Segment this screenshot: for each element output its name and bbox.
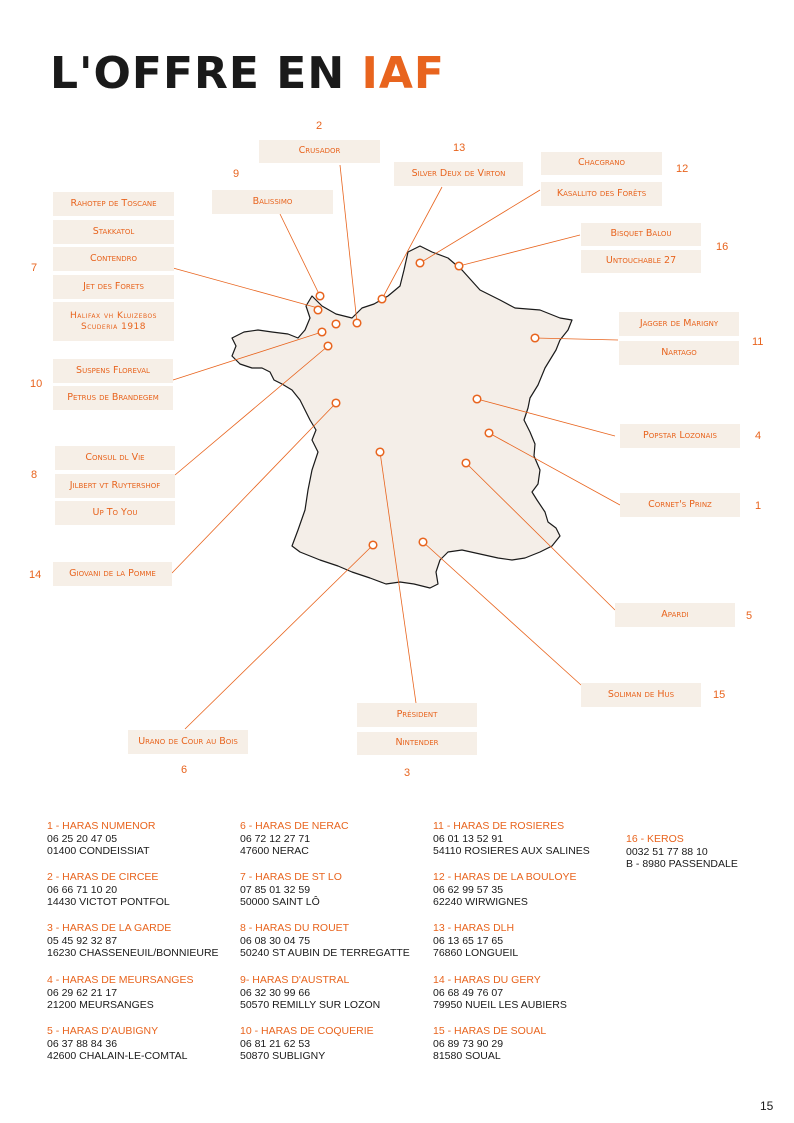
haras-address: 81580 SOUAL: [433, 1050, 501, 1062]
haras-name: 5 - HARAS D'AUBIGNY: [47, 1025, 159, 1037]
marker-jagger: [531, 334, 539, 342]
label-president: Président: [357, 703, 477, 727]
label-silver-deux-de-virton: Silver Deux de Virton: [394, 162, 523, 186]
haras-name: 6 - HARAS DE NERAC: [240, 820, 349, 832]
group-number-11: 11: [752, 336, 764, 348]
marker-popstar: [473, 395, 481, 403]
group-number-7: 7: [31, 262, 38, 274]
haras-entry: [626, 833, 794, 871]
haras-phone: 06 62 99 57 35: [433, 883, 504, 896]
haras-address: 54110 ROSIERES AUX SALINES: [433, 845, 590, 857]
label-kasallito-des-forets: Kasallito des Forêts: [541, 182, 662, 206]
haras-name: 4 - HARAS DE MEURSANGES: [47, 974, 194, 986]
haras-entry: [47, 922, 232, 960]
page-number: 15: [760, 1099, 774, 1113]
marker-halifax: [314, 306, 322, 314]
label-up-to-you: Up To You: [55, 501, 175, 525]
label-nartago: Nartago: [619, 341, 739, 365]
label-jet-des-forets: Jet des Forets: [53, 275, 174, 299]
title-main: L'OFFRE EN: [50, 48, 362, 99]
haras-name: 11 - HARAS DE ROSIERES: [433, 820, 565, 832]
title-accent: IAF: [361, 48, 445, 99]
haras-phone: 06 66 71 10 20: [47, 883, 118, 896]
label-jilbert-vt-ruytershof: Jilbert vt Ruytershof: [55, 474, 175, 498]
haras-entry: [240, 820, 425, 858]
marker-bisquet: [455, 262, 463, 270]
haras-name: 3 - HARAS DE LA GARDE: [47, 922, 172, 934]
group-number-2: 2: [316, 120, 323, 132]
haras-name: 10 - HARAS DE COQUERIE: [240, 1025, 374, 1037]
label-jagger-de-marigny: Jagger de Marigny: [619, 312, 739, 336]
label-soliman-de-hus: Soliman de Hus: [581, 683, 701, 707]
france-outline: [232, 246, 572, 588]
haras-name: 2 - HARAS DE CIRCEE: [47, 871, 159, 883]
marker-chacgrano: [416, 259, 424, 267]
group-number-1: 1: [755, 500, 762, 512]
group-number-13: 13: [453, 142, 466, 154]
haras-name: 15 - HARAS DE SOUAL: [433, 1025, 547, 1037]
haras-address: 21200 MEURSANGES: [47, 999, 154, 1011]
haras-address: 50870 SUBLIGNY: [240, 1050, 326, 1062]
haras-name: 12 - HARAS DE LA BOULOYE: [433, 871, 577, 883]
marker-contendro: [332, 320, 340, 328]
label-crusador: Crusador: [259, 140, 380, 163]
marker-cornets: [485, 429, 493, 437]
haras-address: 01400 CONDEISSIAT: [47, 845, 150, 857]
haras-phone: 06 08 30 04 75: [240, 934, 311, 947]
haras-entry: [47, 974, 232, 1012]
label-bisquet-balou: Bisquet Balou: [581, 223, 701, 246]
marker-balissimo: [316, 292, 324, 300]
haras-phone: 06 13 65 17 65: [433, 934, 504, 947]
marker-soliman: [419, 538, 427, 546]
haras-phone: 06 89 73 90 29: [433, 1037, 504, 1050]
haras-address: 50000 SAINT LÔ: [240, 896, 320, 908]
marker-giovani: [332, 399, 340, 407]
label-giovani-de-la-pomme: Giovani de la Pomme: [53, 562, 172, 586]
label-halifax-line-1: Halifax vh Kluizebos: [70, 311, 157, 322]
haras-phone: 07 85 01 32 59: [240, 883, 311, 896]
haras-address: 50240 ST AUBIN DE TERREGATTE: [240, 947, 410, 959]
label-petrus-de-brandegem: Petrus de Brandegem: [53, 386, 173, 410]
haras-entry: [433, 1025, 618, 1063]
haras-phone: 06 81 21 62 53: [240, 1037, 311, 1050]
label-nintender: Nintender: [357, 732, 477, 755]
haras-entry: [240, 1025, 425, 1063]
haras-entry: [240, 974, 425, 1012]
haras-name: 7 - HARAS DE ST LO: [240, 871, 342, 883]
label-halifax-line-2: Scuderia 1918: [80, 321, 146, 332]
label-balissimo: Balissimo: [212, 190, 333, 214]
group-number-16: 16: [716, 241, 729, 253]
haras-name: 13 - HARAS DLH: [433, 922, 515, 934]
marker-silver: [378, 295, 386, 303]
haras-name: 1 - HARAS NUMENOR: [47, 820, 156, 832]
haras-entry: [240, 922, 425, 960]
haras-entry: [433, 871, 618, 909]
haras-phone: 0032 51 77 88 10: [626, 845, 708, 858]
haras-entry: [433, 974, 618, 1012]
haras-entry: [47, 871, 232, 909]
haras-phone: 06 29 62 21 17: [47, 986, 118, 999]
haras-phone: 06 25 20 47 05: [47, 832, 118, 845]
group-number-4: 4: [755, 430, 762, 442]
group-number-10: 10: [30, 378, 43, 390]
group-number-9: 9: [233, 168, 240, 180]
haras-name: 9- HARAS D'AUSTRAL: [240, 974, 350, 986]
label-chacgrano: Chacgrano: [541, 152, 662, 175]
group-number-3: 3: [404, 767, 411, 779]
label-consul-dl-vie: Consul dl Vie: [55, 446, 175, 470]
group-number-14: 14: [29, 569, 42, 581]
haras-address: 16230 CHASSENEUIL/BONNIEURE: [47, 947, 219, 959]
haras-address: 42600 CHALAIN-LE-COMTAL: [47, 1050, 188, 1062]
group-number-12: 12: [676, 163, 689, 175]
group-number-6: 6: [181, 764, 188, 776]
label-cornets-prinz: Cornet's Prinz: [620, 493, 740, 517]
haras-phone: 05 45 92 32 87: [47, 934, 118, 947]
haras-entry: [240, 871, 425, 909]
marker-president: [376, 448, 384, 456]
haras-phone: 06 37 88 84 36: [47, 1037, 118, 1050]
haras-name: 14 - HARAS DU GERY: [433, 974, 541, 986]
haras-address: 76860 LONGUEIL: [433, 947, 519, 959]
haras-address: 79950 NUEIL LES AUBIERS: [433, 999, 567, 1011]
group-number-5: 5: [746, 610, 753, 622]
haras-name: 16 - KEROS: [626, 833, 684, 845]
group-number-8: 8: [31, 469, 38, 481]
label-urano-de-cour-au-bois: Urano de Cour au Bois: [128, 730, 248, 754]
haras-phone: 06 68 49 76 07: [433, 986, 504, 999]
label-stakkatol: Stakkatol: [53, 220, 174, 244]
marker-apardi: [462, 459, 470, 467]
group-number-15: 15: [713, 689, 726, 701]
label-popstar-lozonais: Popstar Lozonais: [620, 424, 740, 448]
marker-urano: [369, 541, 377, 549]
haras-address: B - 8980 PASSENDALE: [626, 858, 738, 870]
haras-entry: [47, 1025, 232, 1063]
haras-name: 8 - HARAS DU ROUET: [240, 922, 350, 934]
label-halifax: [53, 302, 174, 341]
haras-entry: [433, 922, 618, 960]
haras-phone: 06 01 13 52 91: [433, 832, 504, 845]
label-untouchable-27: Untouchable 27: [581, 250, 701, 273]
label-contendro: Contendro: [53, 247, 174, 271]
haras-entry: [433, 820, 618, 858]
haras-phone: 06 72 12 27 71: [240, 832, 311, 845]
marker-consul: [324, 342, 332, 350]
haras-entry: [47, 820, 232, 858]
haras-address: 14430 VICTOT PONTFOL: [47, 896, 170, 908]
label-apardi: Apardi: [615, 603, 735, 627]
marker-suspens: [318, 328, 326, 336]
label-rahotep-de-toscane: Rahotep de Toscane: [53, 192, 174, 216]
haras-phone: 06 32 30 99 66: [240, 986, 311, 999]
label-suspens-floreval: Suspens Floreval: [53, 359, 173, 383]
haras-address: 47600 NERAC: [240, 845, 309, 857]
haras-address: 62240 WIRWIGNES: [433, 896, 528, 908]
haras-address: 50570 REMILLY SUR LOZON: [240, 999, 381, 1011]
marker-crusador: [353, 319, 361, 327]
